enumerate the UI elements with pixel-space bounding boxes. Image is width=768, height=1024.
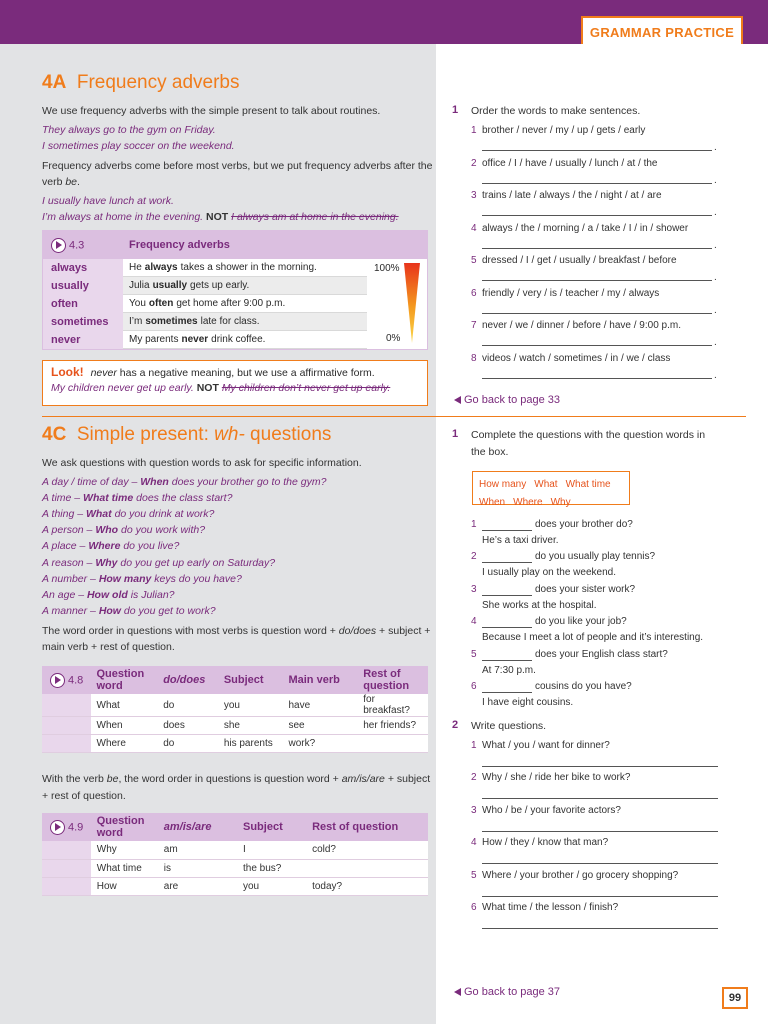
question-word-example: A place – Where do you live? — [42, 540, 180, 553]
item-number: 5 — [471, 255, 477, 266]
table-row — [43, 313, 427, 331]
exercise-number: 1 — [452, 104, 459, 116]
example-sentence: Julia usually gets up early. — [123, 277, 367, 295]
question-word-option: Why — [550, 497, 571, 508]
question-text: does your sister work? — [535, 583, 636, 595]
table-cell: you — [218, 694, 283, 717]
go-back-link[interactable]: Go back to page 37 — [454, 986, 560, 998]
table-row — [43, 331, 427, 349]
answer-line[interactable] — [482, 150, 712, 151]
table-header-row — [42, 666, 428, 694]
scale-bottom-label: 0% — [386, 333, 401, 344]
grammar-practice-badge: GRAMMAR PRACTICE — [581, 16, 743, 48]
item-number: 4 — [471, 837, 477, 849]
table-cell: for breakfast? — [357, 694, 428, 717]
answer-line[interactable] — [482, 215, 712, 216]
item-prompt: office / I / have / usually / lunch / at / the — [482, 157, 658, 169]
track-number: 4.3 — [69, 239, 85, 251]
table-cell: How — [91, 877, 158, 895]
question-word-option: What time — [565, 479, 611, 490]
frequency-scale-wedge — [403, 263, 421, 345]
table-cell: see — [282, 717, 357, 735]
item-prompt: How / they / know that man? — [482, 837, 609, 849]
column-header: Subject — [218, 666, 283, 694]
item-number: 6 — [471, 902, 477, 913]
question-word-example: A person – Who do you work with? — [42, 524, 206, 537]
exercise-instruction: Order the words to make sentences. — [471, 105, 641, 117]
question-word-example: An age – How old is Julian? — [42, 588, 175, 601]
item-number: 5 — [471, 648, 477, 660]
table-cell: today? — [306, 877, 428, 895]
item-prompt: Why / she / ride her bike to work? — [482, 772, 631, 784]
exercise-instruction: Complete the questions with the question words in — [471, 429, 706, 441]
answer-line[interactable] — [482, 766, 718, 767]
answer-blank[interactable] — [482, 530, 532, 531]
table-cell: her friends? — [357, 717, 428, 735]
column-header: Rest of question — [306, 813, 428, 841]
table-row — [43, 295, 427, 313]
play-audio-icon[interactable] — [50, 820, 65, 835]
table-cell: his parents — [218, 735, 283, 753]
table-cell: cold? — [306, 841, 428, 859]
look-title: Look! — [51, 365, 84, 379]
item-number: 4 — [471, 222, 477, 234]
item-number: 8 — [471, 352, 477, 364]
answer-line[interactable] — [482, 896, 718, 897]
question-word-example: A reason – Why do you get up early on Saturday? — [42, 556, 276, 569]
item-number: 6 — [471, 681, 477, 692]
table-cell: What time — [91, 859, 158, 877]
table-cell: am — [158, 841, 237, 859]
answer-blank[interactable] — [482, 562, 532, 563]
question-text: do you like your job? — [535, 616, 627, 628]
table-cell: do — [157, 735, 218, 753]
be-word-order-rule: With the verb be, the word order in questions is question word + am/is/are + subject — [42, 773, 431, 785]
table-cell — [306, 859, 428, 877]
answer-line[interactable] — [482, 928, 718, 929]
item-prompt: always / the / morning / a / take / I / in / shower — [482, 222, 689, 234]
word-order-rule-2: main verb + rest of question. — [42, 641, 175, 653]
answer-line[interactable] — [482, 313, 712, 314]
table-cell — [357, 735, 428, 753]
item-number: 2 — [471, 157, 477, 169]
item-number: 7 — [471, 320, 477, 331]
play-audio-icon[interactable] — [51, 238, 66, 253]
item-prompt: videos / watch / sometimes / in / we / class — [482, 352, 671, 364]
item-number: 4 — [471, 616, 477, 628]
answer-line[interactable] — [482, 345, 712, 346]
answer-blank[interactable] — [482, 595, 532, 596]
item-number: 3 — [471, 190, 477, 201]
item-number: 6 — [471, 287, 477, 299]
answer-text: He’s a taxi driver. — [482, 535, 559, 546]
answer-text: At 7:30 p.m. — [482, 664, 536, 676]
column-header: Main verb — [282, 666, 357, 694]
item-prompt: never / we / dinner / before / have / 9:00 p.m. — [482, 320, 681, 331]
question-text: cousins do you have? — [535, 681, 632, 692]
adverb-label: usually — [43, 277, 123, 295]
answer-blank[interactable] — [482, 627, 532, 628]
item-prompt: What / you / want for dinner? — [482, 740, 610, 751]
frequency-adverbs-table — [42, 230, 428, 350]
exercise-instruction: Write questions. — [471, 720, 547, 732]
example-sentence: I’m sometimes late for class. — [123, 313, 367, 331]
table-cell: have — [282, 694, 357, 717]
answer-blank[interactable] — [482, 692, 532, 693]
example-sentence: I usually have lunch at work. — [42, 195, 174, 207]
table-cell: you — [237, 877, 306, 895]
page-number: 99 — [722, 987, 748, 1009]
question-words-box — [472, 471, 630, 508]
answer-text: I usually play on the weekend. — [482, 567, 616, 579]
answer-line[interactable] — [482, 798, 718, 799]
answer-line[interactable] — [482, 831, 718, 832]
column-header: do/does — [157, 666, 218, 694]
table-heading: Frequency adverbs — [129, 239, 230, 251]
column-header: am/is/are — [158, 813, 237, 841]
table-cell: is — [158, 859, 237, 877]
example-sentence: My parents never drink coffee. — [123, 331, 367, 349]
table-body — [43, 259, 427, 349]
adverb-label: always — [43, 259, 123, 277]
section-number: 4A — [42, 72, 67, 93]
example-sentence: I sometimes play soccer on the weekend. — [42, 140, 235, 152]
item-prompt: friendly / very / is / teacher / my / always — [482, 287, 660, 299]
answer-text: Because I meet a lot of people and it’s interesting. — [482, 632, 704, 644]
item-number: 2 — [471, 551, 477, 563]
table-cell: she — [218, 717, 283, 735]
column-header: Question word — [91, 666, 158, 694]
table-header — [43, 231, 427, 259]
section-title: Frequency adverbs — [76, 72, 240, 93]
table-cell: do — [157, 694, 218, 717]
back-arrow-icon — [454, 396, 461, 404]
item-number: 3 — [471, 804, 477, 816]
exercise-number: 2 — [452, 719, 459, 731]
table-cell: When — [91, 717, 158, 735]
item-prompt: brother / never / my / up / gets / early — [482, 125, 646, 136]
question-text: do you usually play tennis? — [535, 551, 656, 563]
question-word-option: When — [479, 497, 506, 508]
track-number: 4.9 — [68, 821, 84, 833]
answer-line[interactable] — [482, 280, 712, 281]
table-header-row — [42, 813, 428, 841]
adverb-label: often — [43, 295, 123, 313]
column-header: Subject — [237, 813, 306, 841]
answer-line[interactable] — [482, 378, 712, 379]
rule-text-2: verb be. — [42, 176, 80, 188]
column-header: Rest of question — [357, 666, 428, 694]
example-sentence: He always takes a shower in the morning. — [123, 259, 367, 277]
word-order-table-be — [42, 813, 428, 896]
table-cell: I — [237, 841, 306, 859]
question-word-example: A time – What time does the class start? — [42, 492, 233, 505]
back-arrow-icon — [454, 988, 461, 996]
table-cell: work? — [282, 735, 357, 753]
scale-top-label: 100% — [374, 263, 400, 274]
item-number: 1 — [471, 125, 477, 136]
table-cell: does — [157, 717, 218, 735]
item-prompt: What time / the lesson / finish? — [482, 902, 619, 913]
be-word-order-rule-2: + rest of question. — [42, 790, 126, 802]
word-order-table-do-does — [42, 666, 428, 753]
table-cell: Where — [91, 735, 158, 753]
section-divider — [42, 416, 746, 417]
item-prompt: dressed / I / get / usually / breakfast / before — [482, 255, 677, 266]
table-cell: Why — [91, 841, 158, 859]
answer-text: She works at the hospital. — [482, 599, 597, 611]
section-4a-heading — [42, 72, 240, 94]
intro-text: We ask questions with question words to ask for specific information. — [42, 457, 362, 469]
question-text: does your brother do? — [535, 519, 633, 530]
exercise-number: 1 — [452, 428, 459, 440]
section-4c-heading: 4C Simple present: wh- questions — [42, 424, 332, 445]
question-text: does your English class start? — [535, 648, 668, 660]
item-number: 1 — [471, 519, 477, 530]
question-word-option: Where — [513, 497, 543, 508]
table-cell: are — [158, 877, 237, 895]
example-sentence: You often get home after 9:00 p.m. — [123, 295, 367, 313]
question-word-option: What — [534, 479, 558, 490]
answer-line[interactable] — [482, 863, 718, 864]
example-sentence: They always go to the gym on Friday. — [42, 124, 216, 136]
table-row — [42, 717, 428, 735]
track-number: 4.8 — [68, 674, 84, 686]
question-word-example: A number – How many keys do you have? — [42, 572, 242, 585]
question-word-example: A day / time of day – When does your brother go to the gym? — [42, 476, 327, 488]
look-note-box: Look! never has a negative meaning, but we use a affirmative form. My children never get up early. NOT My children don’t never get up early. — [42, 360, 428, 406]
item-number: 3 — [471, 583, 477, 595]
question-word-option: How many — [479, 479, 527, 490]
play-audio-icon[interactable] — [50, 673, 65, 688]
item-number: 1 — [471, 740, 477, 751]
table-row — [42, 841, 428, 859]
go-back-link[interactable]: Go back to page 33 — [454, 394, 560, 406]
answer-blank[interactable] — [482, 660, 532, 661]
item-prompt: trains / late / always / the / night / at / are — [482, 190, 662, 201]
answer-line[interactable] — [482, 183, 712, 184]
table-row — [42, 694, 428, 717]
word-order-rule: The word order in questions with most verbs is question word + do/does + subject + — [42, 625, 431, 637]
example-sentence-with-not: I’m always at home in the evening. NOT I always am at home in the evening. — [42, 211, 399, 223]
exercise-instruction-2: the box. — [471, 446, 509, 458]
table-row — [42, 859, 428, 877]
intro-text: We use frequency adverbs with the simple present to talk about routines. — [42, 105, 381, 117]
item-number: 5 — [471, 869, 477, 881]
question-word-example: A manner – How do you get to work? — [42, 604, 216, 617]
answer-line[interactable] — [482, 248, 712, 249]
question-word-example: A thing – What do you drink at work? — [42, 508, 215, 521]
table-row — [43, 259, 427, 277]
table-row — [42, 877, 428, 895]
adverb-label: never — [43, 331, 123, 349]
item-number: 2 — [471, 772, 477, 784]
answer-text: I have eight cousins. — [482, 697, 574, 708]
table-cell: the bus? — [237, 859, 306, 877]
table-row — [43, 277, 427, 295]
rule-text: Frequency adverbs come before most verbs, but we put frequency adverbs after the — [42, 160, 433, 172]
adverb-label: sometimes — [43, 313, 123, 331]
item-prompt: Where / your brother / go grocery shopping? — [482, 869, 679, 881]
table-cell: What — [91, 694, 158, 717]
item-prompt: Who / be / your favorite actors? — [482, 804, 621, 816]
column-header: Question word — [91, 813, 158, 841]
table-row — [42, 735, 428, 753]
